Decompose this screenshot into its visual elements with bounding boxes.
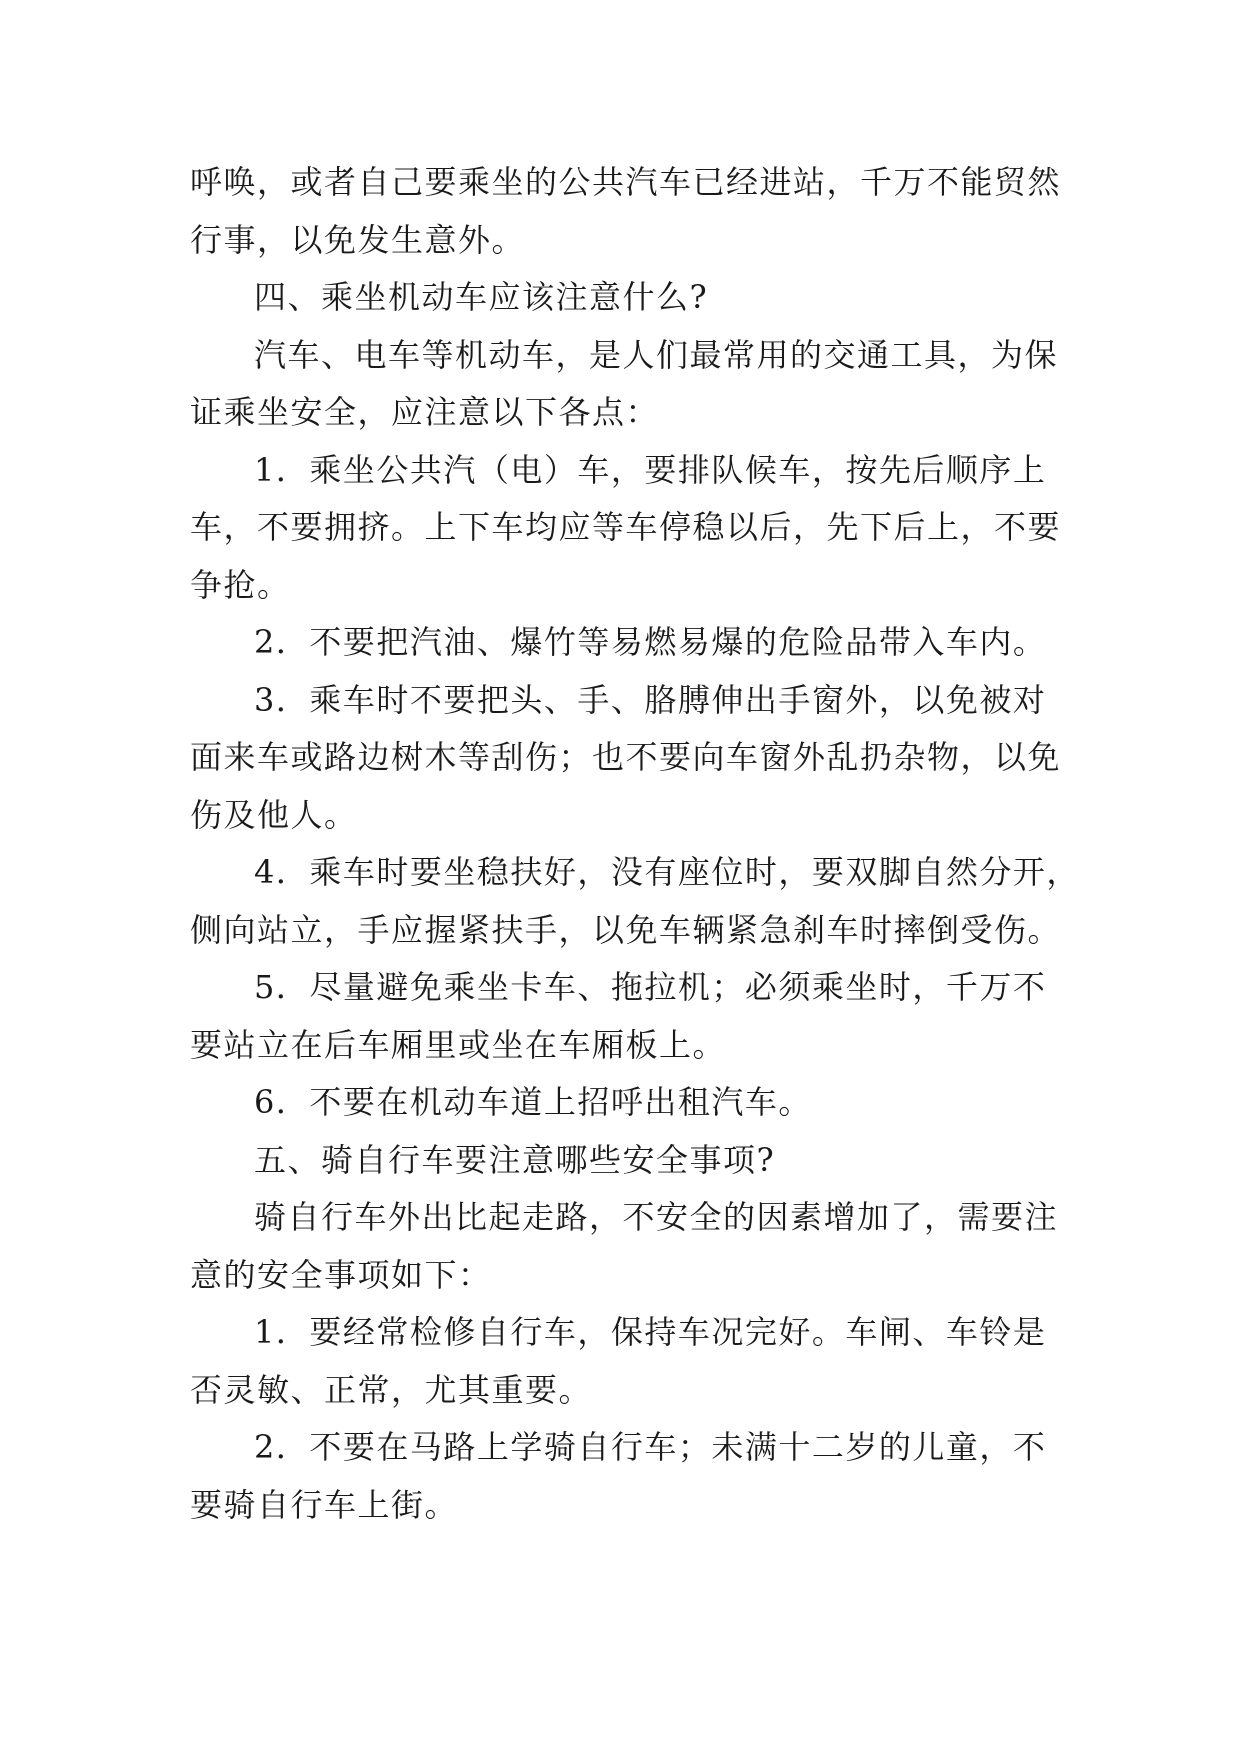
document-body — [190, 154, 1080, 1534]
text-line: 要站立在后车厢里或坐在车厢板上。 — [190, 1025, 727, 1064]
list-item-3: 3．乘车时不要把头、手、胳膊伸出手窗外，以免被对 — [254, 680, 1047, 719]
section-heading-5: 五、骑自行车要注意哪些安全事项? — [254, 1140, 776, 1179]
text-line: 意的安全事项如下： — [190, 1255, 492, 1294]
list-item-5: 5．尽量避免乘坐卡车、拖拉机；必须乘坐时，千万不 — [254, 968, 1047, 1006]
text-line: 否灵敏、正常，尤其重要。 — [190, 1370, 593, 1409]
text-line: 伤及他人。 — [190, 795, 358, 834]
list-item-1: 1．乘坐公共汽（电）车，要排队候车，按先后顺序上 — [254, 450, 1047, 489]
text-line: 证乘坐安全，应注意以下各点： — [190, 393, 660, 431]
list-item-2: 2．不要在马路上学骑自行车；未满十二岁的儿童，不 — [254, 1428, 1047, 1466]
list-item-6: 6．不要在机动车道上招呼出租汽车。 — [254, 1083, 812, 1121]
text-line: 面来车或路边树木等刮伤；也不要向车窗外乱扔杂物，以免 — [190, 738, 1062, 776]
text-line: 行事，以免发生意外。 — [190, 220, 526, 259]
text-line: 骑自行车外出比起走路，不安全的因素增加了，需要注 — [254, 1198, 1059, 1236]
list-item-2: 2．不要把汽油、爆竹等易燃易爆的危险品带入车内。 — [254, 623, 1047, 661]
text-line: 呼唤，或者自己要乘坐的公共汽车已经进站，千万不能贸然 — [190, 163, 1062, 201]
text-line: 侧向站立，手应握紧扶手，以免车辆紧急刹车时摔倒受伤。 — [190, 910, 1062, 949]
section-heading-4: 四、乘坐机动车应该注意什么? — [254, 278, 709, 316]
list-item-1: 1．要经常检修自行车，保持车况完好。车闸、车铃是 — [254, 1313, 1047, 1351]
text-line: 争抢。 — [190, 565, 291, 604]
list-item-4: 4．乘车时要坐稳扶好，没有座位时，要双脚自然分开， — [254, 853, 1080, 891]
text-line: 车，不要拥挤。上下车均应等车停稳以后，先下后上，不要 — [190, 508, 1062, 546]
text-line: 要骑自行车上街。 — [190, 1485, 459, 1524]
text-line: 汽车、电车等机动车，是人们最常用的交通工具，为保 — [254, 335, 1059, 374]
